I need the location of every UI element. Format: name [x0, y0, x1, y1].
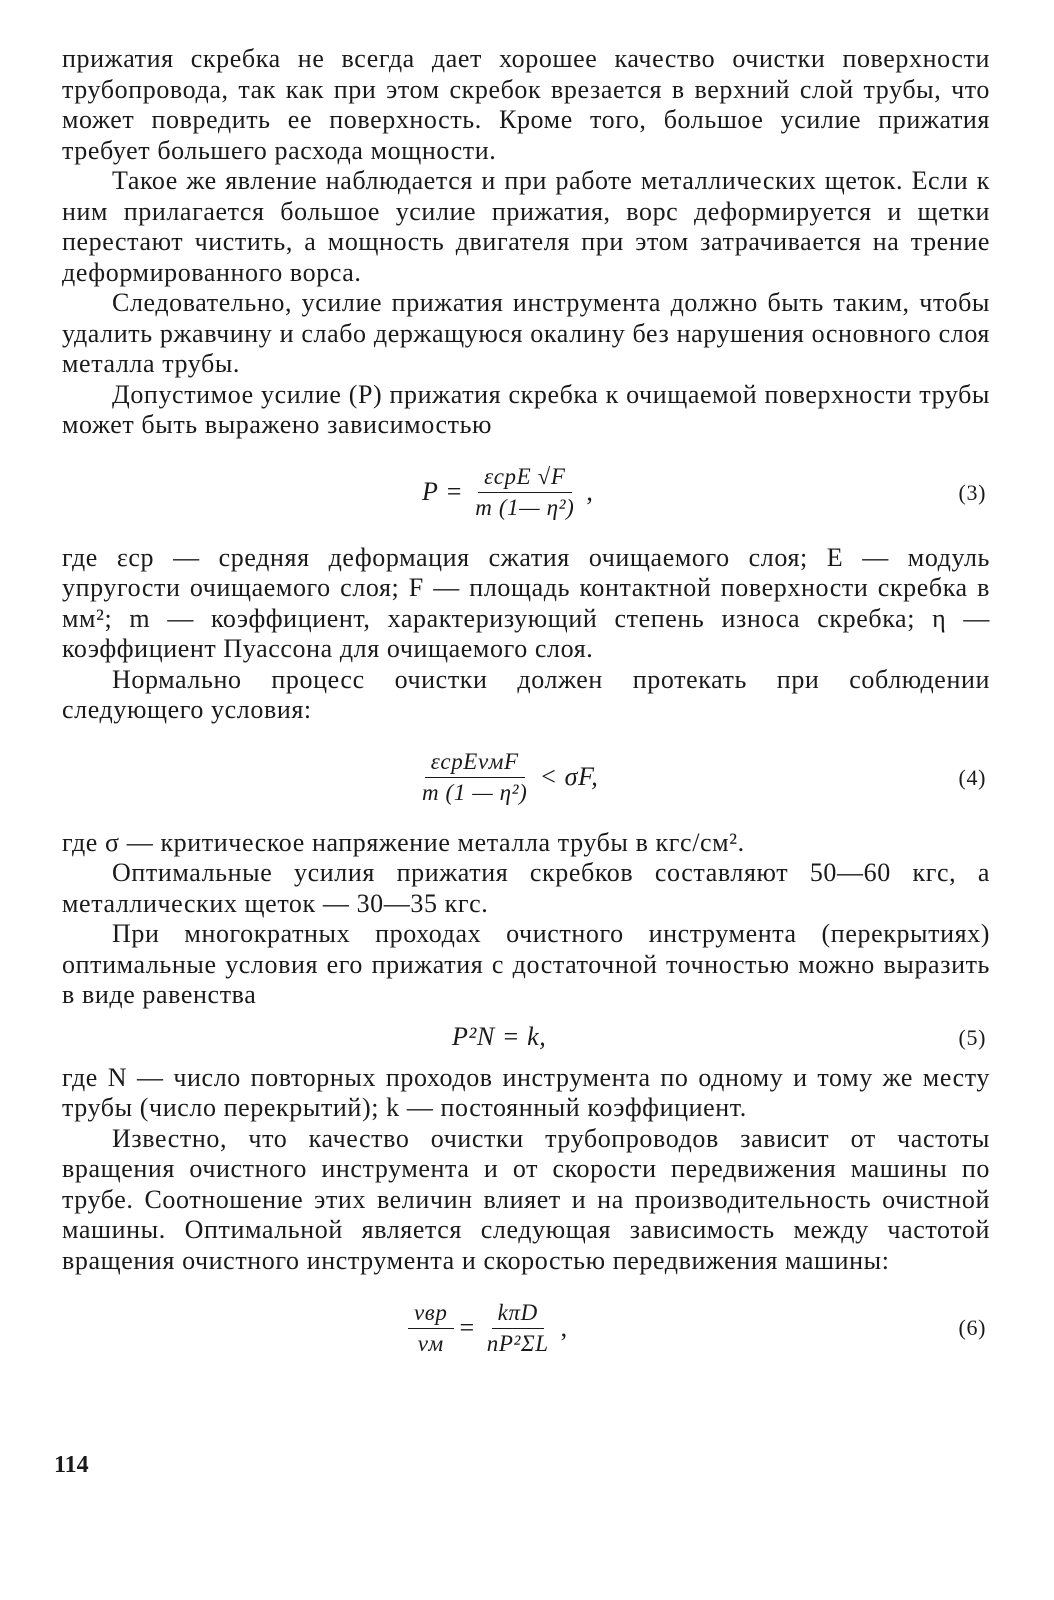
formula-3-tail: , — [586, 477, 594, 507]
formula-5-expression: P²N = k, — [452, 1022, 547, 1052]
formula-3-numerator: εсрE √F — [478, 462, 571, 493]
paragraph-1: прижатия скребка не всегда дает хорошее качество очистки поверхности трубопровода, так как при этом скребок врезается в верхний слой трубы, что может повредить ее поверхность. Кроме того, большое усилие прижатия требует большего расхода мощности. — [62, 44, 990, 165]
formula-6-body — [402, 1280, 568, 1376]
formula-4 — [62, 730, 990, 826]
formula-5 — [62, 1015, 990, 1061]
paragraph-6: Нормально процесс очистки должен протекать при соблюдении следующего условия: — [62, 664, 990, 724]
formula-4-number: (4) — [958, 764, 986, 790]
formula-6-left-denominator: vм — [417, 1330, 444, 1356]
formula-3 — [62, 445, 990, 541]
paragraph-5: где εср — средняя деформация сжатия очищаемого слоя; E — модуль упругости очищаемого слоя; F — площадь контактной поверхности скребка в мм²; m — коэффициент, характеризующий степень износа скребка; η — коэффициент Пуассона для очищаемого слоя. — [62, 542, 990, 663]
paragraph-8: Оптимальные усилия прижатия скребков составляют 50—60 кгс, а металлических щеток — 30—35 кгс. — [62, 858, 990, 918]
formula-6-right-denominator: nP²ΣL — [486, 1330, 549, 1356]
formula-6-tail: , — [560, 1312, 568, 1342]
formula-6 — [62, 1280, 990, 1376]
paragraph-3: Следовательно, усилие прижатия инструмента должно быть таким, чтобы удалить ржавчину и слабо держащуюся окалину без нарушения основного слоя металла трубы. — [62, 288, 990, 378]
formula-6-left-numerator: vвр — [408, 1298, 454, 1329]
paragraph-10: где N — число повторных проходов инструмента по одному и тому же месту трубы (число перекрытий); k — постоянный коэффициент. — [62, 1062, 990, 1122]
page-body — [62, 44, 990, 1378]
formula-4-body — [410, 730, 598, 826]
formula-5-body — [452, 1015, 546, 1061]
formula-6-right-fraction — [481, 1298, 555, 1359]
formula-3-lhs: P = — [422, 477, 464, 507]
formula-3-body — [422, 445, 593, 541]
formula-6-equals: = — [459, 1312, 475, 1342]
paragraph-11: Известно, что качество очистки трубопроводов зависит от частоты вращения очистного инструмента и от скорости передвижения машины по трубе. Соотношение этих величин влияет и на производительность очистной машины. Оптимальной является следующая зависимость между частотой вращения очистного инструмента и скоростью передвижения машины: — [62, 1123, 990, 1275]
formula-4-fraction — [416, 747, 533, 808]
formula-3-fraction — [469, 462, 580, 523]
paragraph-9: При многократных проходах очистного инструмента (перекрытиях) оптимальные условия его прижатия с достаточной точностью можно выразить в виде равенства — [62, 919, 990, 1009]
formula-6-left-fraction — [408, 1298, 454, 1359]
page-number: 114 — [54, 1452, 89, 1478]
paragraph-7: где σ — критическое напряжение металла трубы в кгс/см². — [62, 827, 745, 857]
formula-3-number: (3) — [958, 479, 986, 505]
formula-6-right-numerator: kπD — [492, 1298, 544, 1329]
formula-5-number: (5) — [958, 1024, 986, 1050]
formula-4-tail: < σF, — [539, 762, 599, 792]
formula-6-number: (6) — [958, 1314, 986, 1340]
paragraph-2: Такое же явление наблюдается и при работе металлических щеток. Если к ним прилагается большое усилие прижатия, ворс деформируется и щетки перестают чистить, а мощность двигателя при этом затрачивается на трение деформированного ворса. — [62, 166, 990, 287]
formula-3-denominator: m (1— η²) — [475, 495, 575, 520]
paragraph-4: Допустимое усилие (P) прижатия скребка к очищаемой поверхности трубы может быть выражено зависимостью — [62, 379, 990, 439]
formula-4-numerator: εсрEvмF — [425, 747, 525, 778]
formula-4-denominator: m (1 — η²) — [422, 780, 528, 805]
